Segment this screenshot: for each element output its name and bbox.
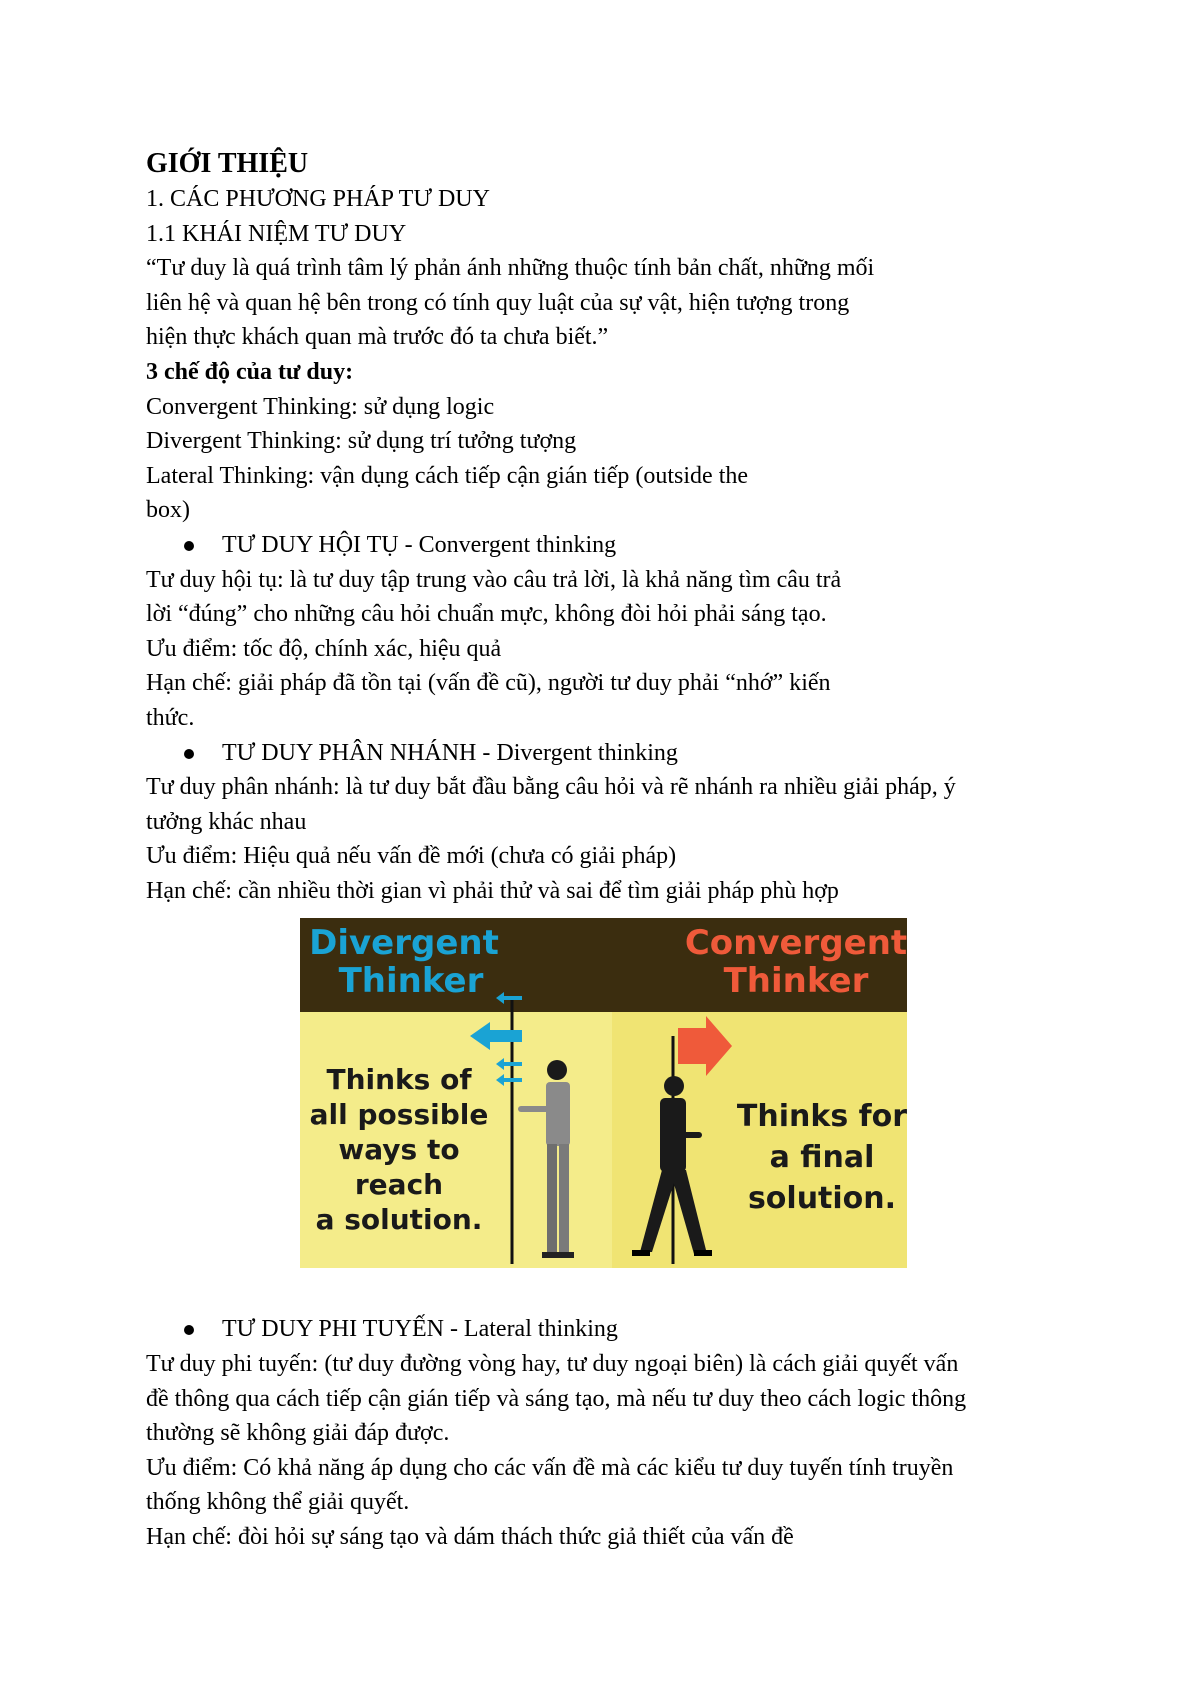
illustration-svg bbox=[300, 918, 907, 1268]
divergent-convergent-illustration bbox=[300, 918, 907, 1268]
bullet-label: TƯ DUY PHÂN NHÁNH - Divergent thinking bbox=[222, 739, 678, 766]
mode-line: Divergent Thinking: sử dụng trí tưởng tượng bbox=[146, 428, 577, 455]
paragraph-line: đề thông qua cách tiếp cận gián tiếp và sáng tạo, mà nếu tư duy theo cách logic thông bbox=[146, 1385, 967, 1412]
section-heading: 1. CÁC PHƯƠNG PHÁP TƯ DUY bbox=[146, 186, 490, 212]
paragraph-line: Tư duy phân nhánh: là tư duy bắt đầu bằng câu hỏi và rẽ nhánh ra nhiều giải pháp, ý bbox=[146, 774, 956, 801]
bullet-label: TƯ DUY HỘI TỤ - Convergent thinking bbox=[222, 531, 617, 558]
mode-line: box) bbox=[146, 497, 190, 524]
paragraph-line: Tư duy phi tuyến: (tư duy đường vòng hay, tư duy ngoại biên) là cách giải quyết vấn bbox=[146, 1351, 959, 1378]
divergent-description-line: ways to bbox=[338, 1133, 460, 1167]
paragraph-line: Hạn chế: cần nhiều thời gian vì phải thử và sai để tìm giải pháp phù hợp bbox=[146, 877, 839, 904]
definition-line: liên hệ và quan hệ bên trong có tính quy luật của sự vật, hiện tượng trong bbox=[146, 289, 850, 316]
paragraph-line: tưởng khác nhau bbox=[146, 808, 307, 835]
bullet-dot-icon bbox=[184, 541, 194, 551]
paragraph-line: Ưu điểm: Hiệu quả nếu vấn đề mới (chưa có giải pháp) bbox=[146, 843, 677, 870]
paragraph-line: lời “đúng” cho những câu hỏi chuẩn mực, không đòi hỏi phải sáng tạo. bbox=[146, 601, 827, 628]
convergent-title: Convergent bbox=[684, 923, 907, 964]
mode-line: Convergent Thinking: sử dụng logic bbox=[146, 393, 495, 420]
subsection-heading: 1.1 KHÁI NIỆM TƯ DUY bbox=[146, 220, 407, 247]
paragraph-line: thường sẽ không giải đáp được. bbox=[146, 1420, 450, 1447]
divergent-description-line: a solution. bbox=[315, 1203, 483, 1237]
convergent-description-line: a final bbox=[769, 1140, 875, 1176]
paragraph-line: Tư duy hội tụ: là tư duy tập trung vào câu trả lời, là khả năng tìm câu trả bbox=[146, 566, 842, 593]
modes-heading: 3 chế độ của tư duy: bbox=[146, 358, 354, 385]
document-page bbox=[146, 144, 1066, 1555]
bullet-lateral bbox=[146, 1312, 1066, 1347]
divergent-title: Divergent bbox=[309, 923, 499, 964]
paragraph-line: thức. bbox=[146, 704, 195, 731]
paragraph-line: Ưu điểm: tốc độ, chính xác, hiệu quả bbox=[146, 635, 502, 662]
divergent-description-line: reach bbox=[354, 1168, 444, 1202]
paragraph-line: Ưu điểm: Có khả năng áp dụng cho các vấn đề mà các kiểu tư duy tuyến tính truyền bbox=[146, 1454, 954, 1481]
paragraph-line: Hạn chế: giải pháp đã tồn tại (vấn đề cũ), người tư duy phải “nhớ” kiến bbox=[146, 670, 831, 697]
page-title: GIỚI THIỆU bbox=[146, 148, 309, 179]
definition-line: “Tư duy là quá trình tâm lý phản ánh những thuộc tính bản chất, những mối bbox=[146, 255, 875, 282]
divergent-description-line: Thinks of bbox=[326, 1063, 472, 1097]
convergent-description-line: solution. bbox=[747, 1181, 897, 1217]
divergent-description-line: all possible bbox=[309, 1098, 489, 1132]
mode-line: Lateral Thinking: vận dụng cách tiếp cận gián tiếp (outside the bbox=[146, 462, 749, 489]
bullet-convergent bbox=[146, 528, 1066, 563]
bullet-divergent bbox=[146, 736, 1066, 771]
spacer bbox=[146, 1268, 1066, 1312]
divergent-subtitle: Thinker bbox=[338, 961, 484, 1002]
bullet-dot-icon bbox=[184, 749, 194, 759]
convergent-subtitle: Thinker bbox=[723, 961, 869, 1002]
paragraph-line: thống không thể giải quyết. bbox=[146, 1489, 410, 1516]
convergent-description-line: Thinks for bbox=[736, 1099, 907, 1135]
bullet-label: TƯ DUY PHI TUYẾN - Lateral thinking bbox=[222, 1316, 618, 1343]
definition-line: hiện thực khách quan mà trước đó ta chưa biết.” bbox=[146, 324, 609, 351]
paragraph-line: Hạn chế: đòi hỏi sự sáng tạo và dám thách thức giả thiết của vấn đề bbox=[146, 1524, 794, 1551]
